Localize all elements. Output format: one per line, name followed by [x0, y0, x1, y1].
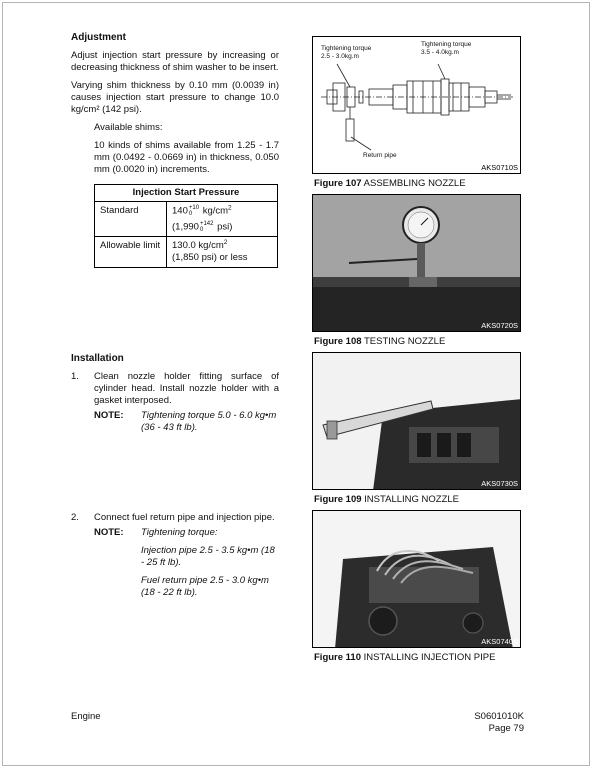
note-line: Injection pipe 2.5 - 3.5 kg•m (18 - 25 ft lb). — [141, 545, 275, 569]
figure-110-title: INSTALLING INJECTION PIPE — [363, 652, 496, 663]
imperial-open: (1,990 — [172, 221, 199, 233]
step-1-text: Clean nozzle holder fitting surface of cylinder head. Install nozzle holder with a gasket interposed. — [94, 371, 279, 407]
left-column — [71, 32, 279, 599]
adjustment-heading: Adjustment — [71, 32, 126, 43]
table-row — [95, 237, 278, 268]
figure-108-title: TESTING NOZZLE — [364, 336, 446, 347]
table-header-row — [95, 185, 278, 202]
adjustment-paragraph-2: Varying shim thickness by 0.10 mm (0.0039 in) causes injection start pressure to change 10.0 kg/cm² (142 psi). — [71, 80, 279, 115]
step-2 — [71, 512, 279, 524]
figure-109-number: Figure 109 — [314, 494, 362, 505]
allowable-value-line1: 130.0 kg/cm — [172, 240, 224, 252]
note-label: NOTE: — [94, 527, 124, 539]
figure-107-frame — [312, 36, 521, 174]
step-1-note-body: Tightening torque 5.0 - 6.0 kg•m (36 - 43 ft lb). — [141, 410, 277, 434]
label-return-pipe: Return pipe — [363, 152, 397, 159]
note-label: NOTE: — [94, 410, 124, 422]
footer-doc-code: S0601010K — [474, 711, 524, 722]
step-1-note — [94, 410, 279, 434]
footer-page-number: Page 79 — [488, 723, 524, 734]
allowable-value-line2: (1,850 psi) or less — [172, 252, 248, 264]
metric-tol-lower: 0 — [188, 211, 193, 217]
label-torque-left-2: 2.5 - 3.0kg.m — [321, 53, 359, 60]
standard-value — [167, 202, 278, 237]
figure-107-id: AKS0710S — [481, 163, 518, 172]
footer-section: Engine — [71, 711, 101, 722]
imperial-tol-lower: 0 — [199, 226, 204, 233]
figure-107-number: Figure 107 — [314, 178, 362, 189]
note-line: Fuel return pipe 2.5 - 3.0 kg•m (18 - 22 ft lb). — [141, 575, 269, 599]
step-1-number: 1. — [71, 371, 79, 383]
metric-tolerance — [189, 205, 199, 217]
shims-detail: 10 kinds of shims available from 1.25 - 1.7 mm (0.0492 - 0.0669 in) in thickness, 0.050 mm (0.0020 in) increments. — [94, 140, 279, 175]
figure-108-number: Figure 108 — [314, 336, 362, 347]
label-torque-left-1: Tightening torque — [321, 45, 372, 52]
imperial-tol-upper: +142 — [199, 220, 214, 227]
metric-unit: kg/cm — [202, 205, 229, 217]
installing-nozzle-photo — [313, 353, 521, 490]
step-2-note-body — [141, 527, 279, 599]
figure-107-title: ASSEMBLING NOZZLE — [363, 178, 466, 189]
label-torque-right-1: Tightening torque — [421, 41, 472, 48]
figure-110-frame — [312, 510, 521, 648]
figure-108-caption — [314, 336, 445, 347]
step-2-number: 2. — [71, 512, 79, 524]
figure-110-id: AKS0740S — [481, 637, 518, 646]
allowable-exponent: 2 — [223, 238, 228, 246]
row-label-standard: Standard — [95, 202, 167, 237]
table-header: Injection Start Pressure — [95, 185, 278, 202]
metric-exponent: 2 — [228, 204, 232, 212]
step-1 — [71, 371, 279, 407]
figure-109-id: AKS0730S — [481, 479, 518, 488]
table-row — [95, 202, 278, 237]
standard-metric-base: 140 — [172, 205, 188, 217]
figure-107-caption — [314, 178, 466, 189]
figure-110-caption — [314, 652, 495, 663]
installation-heading: Installation — [71, 353, 124, 365]
note-line: Tightening torque: — [141, 527, 218, 539]
imperial-tolerance — [200, 221, 214, 233]
installing-injection-pipe-photo — [313, 511, 521, 648]
label-torque-right-2: 3.5 - 4.0kg.m — [421, 49, 459, 56]
available-shims-label: Available shims: — [94, 122, 163, 133]
figure-109-frame — [312, 352, 521, 490]
injection-pressure-table — [94, 184, 278, 268]
figure-110-number: Figure 110 — [314, 652, 361, 663]
row-label-allowable: Allowable limit — [95, 237, 167, 268]
nozzle-assembly-drawing — [313, 37, 521, 174]
testing-nozzle-photo — [313, 195, 521, 332]
allowable-value — [167, 237, 278, 268]
step-2-text: Connect fuel return pipe and injection pipe. — [94, 512, 275, 524]
imperial-unit: psi) — [217, 221, 233, 233]
figure-109-title: INSTALLING NOZZLE — [364, 494, 460, 505]
figure-108-id: AKS0720S — [481, 321, 518, 330]
step-2-note — [94, 527, 279, 599]
figure-109-caption — [314, 494, 459, 505]
adjustment-paragraph-1: Adjust injection start pressure by increasing or decreasing thickness of shim washer to be insert. — [71, 50, 279, 73]
figure-108-frame — [312, 194, 521, 332]
metric-tol-upper: +10 — [188, 205, 200, 211]
